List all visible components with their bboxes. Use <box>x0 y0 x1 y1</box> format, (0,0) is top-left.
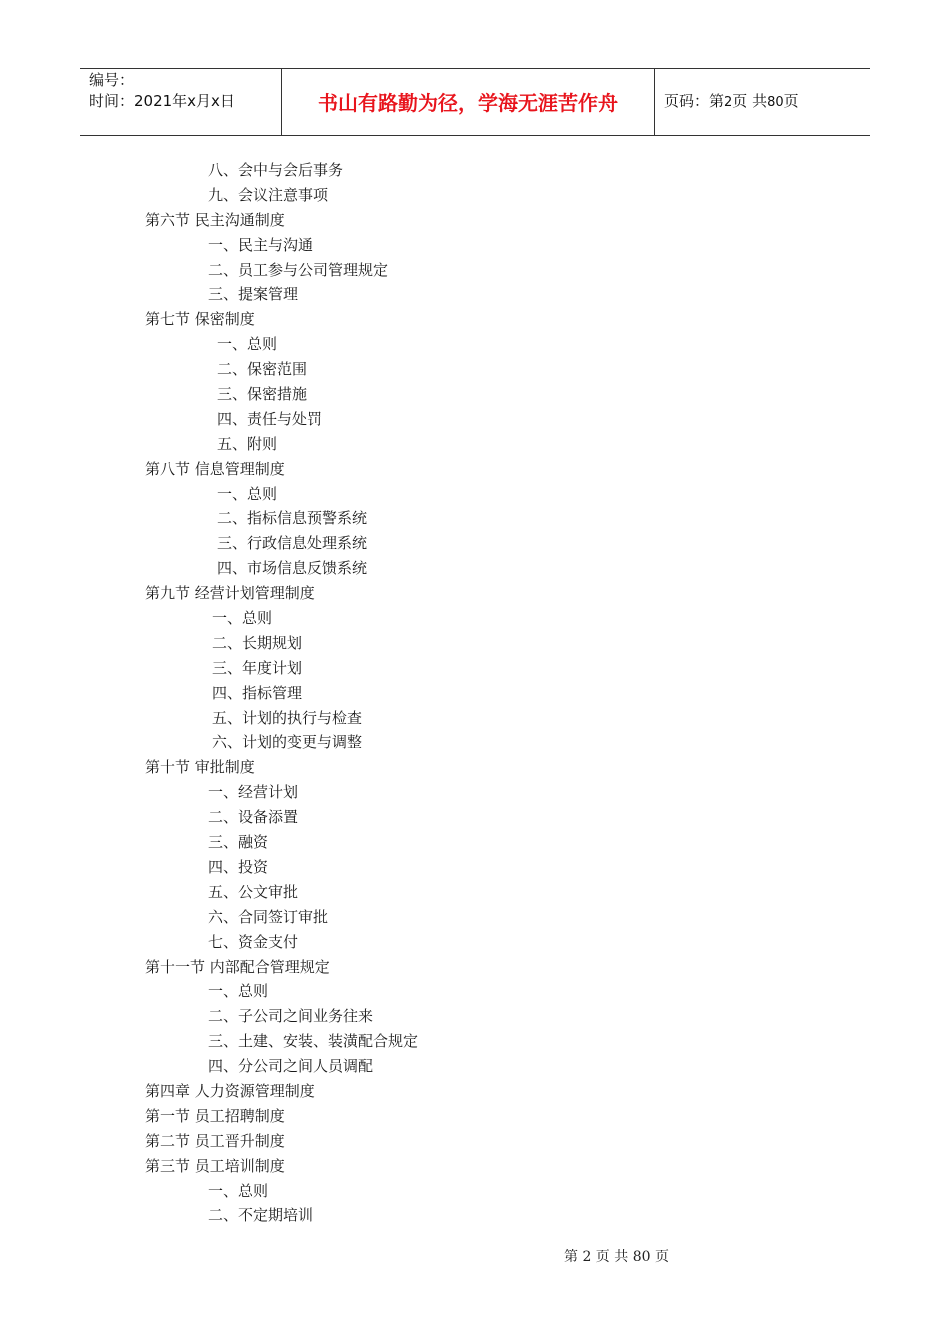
outline-item <box>0 631 950 656</box>
header-bottom-rule <box>80 135 870 136</box>
outline-item <box>0 1004 950 1029</box>
page-total: 80 <box>767 95 784 110</box>
outline-item <box>0 307 950 332</box>
outline-item-text: 第七节 保密制度 <box>145 310 255 329</box>
outline-item <box>0 830 950 855</box>
outline-item <box>0 1104 950 1129</box>
outline-item <box>0 955 950 980</box>
outline-item <box>0 332 950 357</box>
outline-item <box>0 805 950 830</box>
outline-item <box>0 183 950 208</box>
footer-page-text: 第 2 页 共 80 页 <box>564 1249 669 1265</box>
outline-item-text: 第八节 信息管理制度 <box>145 459 285 478</box>
outline-item-text: 第三节 员工培训制度 <box>145 1156 285 1175</box>
page-end: 页 <box>783 92 799 110</box>
outline-item-text: 三、行政信息处理系统 <box>217 534 368 553</box>
outline-item-text: 五、公文审批 <box>208 882 299 901</box>
date-label: 时间：2021年x月x日 <box>89 92 235 110</box>
outline-item <box>0 1203 950 1228</box>
outline-item <box>0 158 950 183</box>
outline-item-text: 一、总则 <box>208 982 269 1001</box>
page-label: 页码：第 <box>664 92 725 110</box>
page-number: 2 <box>724 95 733 110</box>
outline-item <box>0 457 950 482</box>
outline-item-text: 四、分公司之间人员调配 <box>208 1057 374 1076</box>
serial-label: 编号： <box>89 71 135 89</box>
outline-item-text: 一、总则 <box>217 484 278 503</box>
outline-item-text: 六、计划的变更与调整 <box>212 733 363 752</box>
outline-item <box>0 780 950 805</box>
outline-item <box>0 855 950 880</box>
outline-item <box>0 506 950 531</box>
outline-item <box>0 1079 950 1104</box>
outline-item-text: 第十节 审批制度 <box>145 758 255 777</box>
outline-item-text: 三、年度计划 <box>212 658 303 677</box>
header-divider-right <box>654 68 655 136</box>
outline-item-text: 二、子公司之间业务往来 <box>208 1007 374 1026</box>
outline-item-text: 四、责任与处罚 <box>217 409 323 428</box>
outline-item <box>0 730 950 755</box>
table-of-contents <box>0 158 950 1228</box>
outline-item <box>0 357 950 382</box>
outline-item <box>0 482 950 507</box>
outline-item <box>0 258 950 283</box>
outline-item-text: 二、指标信息预警系统 <box>217 509 368 528</box>
outline-item-text: 三、土建、安装、装潢配合规定 <box>208 1032 419 1051</box>
outline-item <box>0 930 950 955</box>
outline-item-text: 四、市场信息反馈系统 <box>217 559 368 578</box>
outline-item-text: 三、提案管理 <box>208 285 299 304</box>
outline-item-text: 九、会议注意事项 <box>208 185 329 204</box>
outline-item <box>0 581 950 606</box>
outline-item <box>0 432 950 457</box>
outline-item-text: 一、经营计划 <box>208 783 299 802</box>
outline-item <box>0 606 950 631</box>
outline-item-text: 二、设备添置 <box>208 808 299 827</box>
outline-item <box>0 208 950 233</box>
outline-item <box>0 282 950 307</box>
outline-item-text: 四、指标管理 <box>212 683 303 702</box>
outline-item <box>0 1179 950 1204</box>
outline-item <box>0 880 950 905</box>
outline-item <box>0 233 950 258</box>
outline-item-text: 三、融资 <box>208 833 269 852</box>
outline-item-text: 五、附则 <box>217 434 278 453</box>
outline-item-text: 第十一节 内部配合管理规定 <box>145 957 330 976</box>
outline-item-text: 八、会中与会后事务 <box>208 161 344 179</box>
outline-item-text: 二、员工参与公司管理规定 <box>208 260 389 279</box>
outline-item-text: 四、投资 <box>208 857 269 876</box>
outline-item-text: 七、资金支付 <box>208 932 299 951</box>
outline-item <box>0 531 950 556</box>
outline-item-text: 二、保密范围 <box>217 360 308 379</box>
outline-item <box>0 905 950 930</box>
header-meta <box>89 70 279 112</box>
outline-item <box>0 1029 950 1054</box>
outline-item-text: 第六节 民主沟通制度 <box>145 210 285 229</box>
outline-item <box>0 656 950 681</box>
outline-item-text: 第二节 员工晋升制度 <box>145 1131 285 1150</box>
outline-item-text: 五、计划的执行与检查 <box>212 708 363 727</box>
outline-item-text: 二、长期规划 <box>212 633 303 652</box>
page-mid: 页 共 <box>732 92 768 110</box>
header-motto: 书山有路勤为径，学海无涯苦作舟 <box>318 91 618 115</box>
outline-item <box>0 755 950 780</box>
outline-item <box>0 706 950 731</box>
header-page-indicator <box>664 68 799 135</box>
outline-item-text: 第四章 人力资源管理制度 <box>145 1081 315 1100</box>
outline-item-text: 第一节 员工招聘制度 <box>145 1106 285 1125</box>
outline-item <box>0 1154 950 1179</box>
outline-item <box>0 1129 950 1154</box>
outline-item <box>0 681 950 706</box>
outline-item <box>0 382 950 407</box>
outline-item-text: 一、总则 <box>208 1181 269 1200</box>
outline-item-text: 一、总则 <box>217 335 278 354</box>
outline-item <box>0 1054 950 1079</box>
outline-item-text: 二、不定期培训 <box>208 1206 314 1225</box>
outline-item-text: 六、合同签订审批 <box>208 907 329 926</box>
outline-item <box>0 979 950 1004</box>
outline-item-text: 三、保密措施 <box>217 385 308 404</box>
outline-item-text: 一、总则 <box>212 609 273 628</box>
outline-item-text: 一、民主与沟通 <box>208 235 314 254</box>
outline-item <box>0 407 950 432</box>
outline-item <box>0 556 950 581</box>
outline-item-text: 第九节 经营计划管理制度 <box>145 584 315 603</box>
